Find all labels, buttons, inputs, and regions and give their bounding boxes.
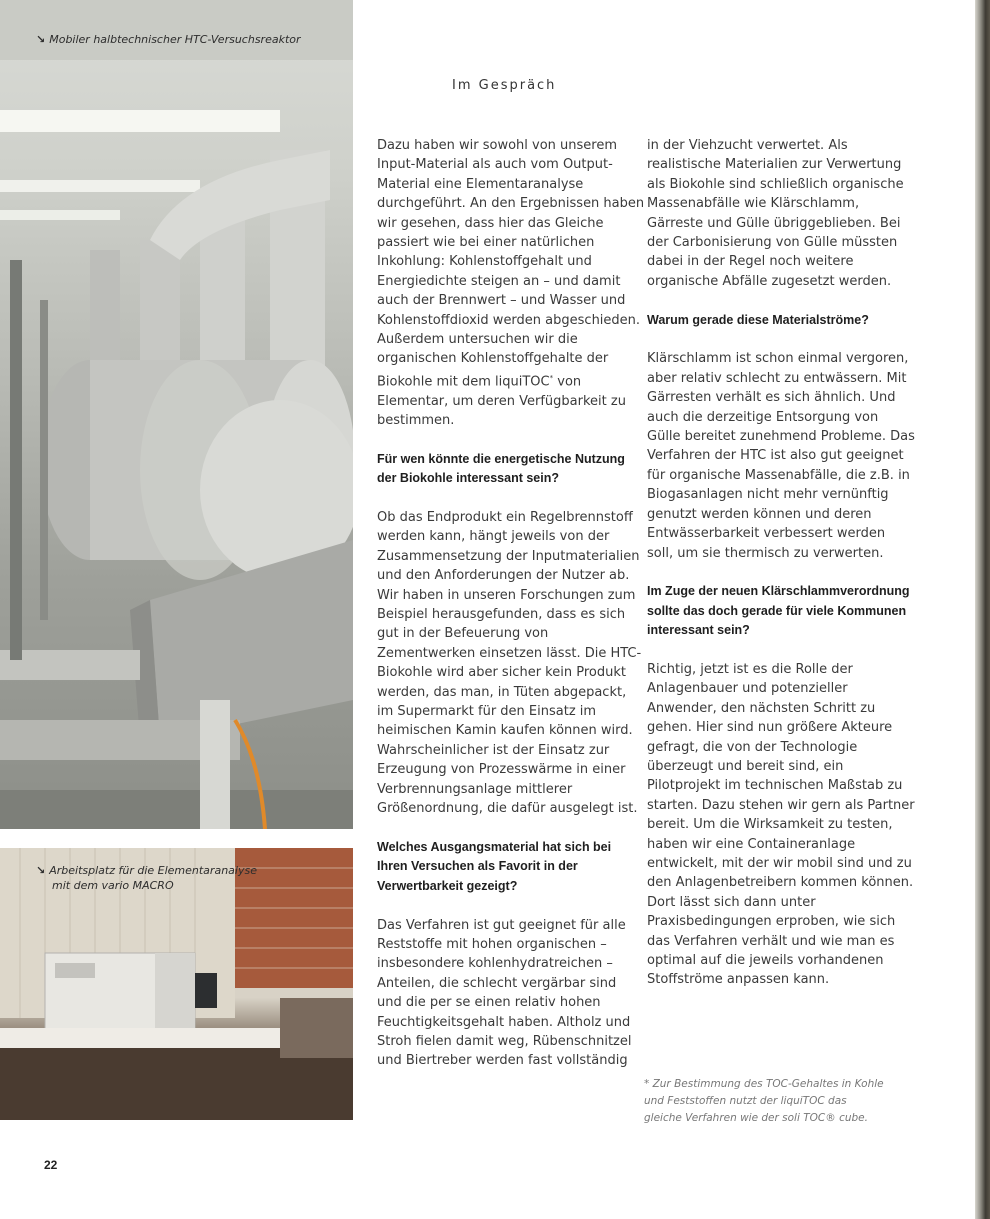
caption-arrow-icon: ↘ <box>36 33 46 46</box>
caption-arrow-icon: ↘ <box>36 864 46 877</box>
lab-photo-caption: ↘ Arbeitsplatz für die Elementaranalyse mit dem vario MACRO <box>36 864 257 892</box>
interview-question: Im Zuge der neuen Klärschlammverordnung sollte das doch gerade für viele Kommunen interessant sein? <box>647 584 910 638</box>
reactor-photo <box>0 0 353 829</box>
text-column-2 <box>647 136 915 1009</box>
page-edge-image <box>975 0 990 1219</box>
paragraph: Ob das Endprodukt ein Regelbrennstoff werden kann, hängt jeweils von der Zusammensetzung der Inputmaterialien und den Anforderungen der Nutzer ab. Wir haben in unseren Forschungen zum Beispiel herausgefunden, dass es sich gut in der Befeuerung von Zementwerken einsetzen lässt. Die HTC-Biokohle wird aber sicher kein Produkt werden, das man, in Tüten abgepackt, im Supermarkt für den Einsatz im heimischen Kamin kaufen können wird. Wahrscheinlicher ist der Einsatz zur Erzeugung von Prozesswärme in einer Verbrennungsanlage mittlerer Größenordnung, die dafür ausgelegt ist. <box>377 510 642 817</box>
interview-question: Welches Ausgangsmaterial hat sich bei Ihren Versuchen als Favorit in der Verwertbarkeit gezeigt? <box>377 839 612 893</box>
interview-question: Für wen könnte die energetische Nutzung der Biokohle interessant sein? <box>377 451 625 486</box>
page-number: 22 <box>44 1158 58 1172</box>
footnote: * Zur Bestimmung des TOC-Gehaltes in Kohle und Feststoffen nutzt der liquiTOC das gleiche Verfahren wie der soli TOC® cube. <box>644 1078 884 1124</box>
reactor-illustration <box>0 0 353 829</box>
reactor-photo-caption: ↘ Mobiler halbtechnischer HTC-Versuchsreaktor <box>36 33 301 46</box>
paragraph: Klärschlamm ist schon einmal vergoren, aber relativ schlecht zu entwässern. Mit Gärresten verhält es sich ähnlich. Und auch die derzeitige Entsorgung von Gülle bereitet zunehmend Probleme. Das Verfahren der HTC ist also gut geeignet für organische Massenabfälle, die z.B. in Biogasanlagen nicht mehr vernünftig genutzt werden können und deren Entwässerbarkeit verbessert werden soll, um sie thermisch zu verwerten. <box>647 351 915 561</box>
paragraph: in der Viehzucht verwertet. Als realistische Materialien zur Verwertung als Biokohle sind schließlich organische Massenabfälle wie Klärschlamm, Gärreste und Gülle übriggeblieben. Bei der Carbonisierung von Gülle müssten dabei in der Regel noch weitere organische Abfälle zugesetzt werden. <box>647 138 904 289</box>
text-column-1 <box>377 136 645 1090</box>
section-kicker: Im Gespräch <box>452 78 557 93</box>
paragraph: Dazu haben wir sowohl von unserem Input-Material als auch vom Output-Material eine Elementaranalyse durchgeführt. An den Ergebnissen haben wir gesehen, dass hier das Gleiche passiert wie bei einer natürlichen Inkohlung: Kohlenstoffgehalt und Energiedichte steigen an – und damit auch der Brennwert – und Wasser und Kohlenstoffdioxid werden abgeschieden. Außerdem untersuchen wir die organischen Kohlenstoffgehalte der Biokohle mit dem liquiTOC* von Elementar, um deren Verfügbarkeit zu bestimmen. <box>377 138 645 429</box>
paragraph: Das Verfahren ist gut geeignet für alle Reststoffe mit hohen organischen – insbesondere kohlenhydratreichen – Anteilen, die schlecht vergärbar sind und die per se einen relativ hohen Feuchtigkeitsgehalt haben. Altholz und Stroh fielen damit weg, Rübenschnitzel und Biertreber werden fast vollständig <box>377 917 632 1069</box>
interview-question: Warum gerade diese Materialströme? <box>647 312 869 327</box>
paragraph: Richtig, jetzt ist es die Rolle der Anlagenbauer und potenzieller Anwender, den nächsten Schritt zu gehen. Hier sind nun größere Akteure gefragt, die von der Technologie überzeugt und bereit sind, ein Pilotprojekt im technischen Maßstab zu starten. Dazu stehen wir gern als Partner bereit. Um die Wirksamkeit zu testen, haben wir eine Containeranlage entwickelt, mit der wir mobil sind und zu den Anlagenbetreibern kommen können. Dort lässt sich dann unter Praxisbedingungen erproben, wie sich das Verfahren verhält und wie man es optimal auf die jeweils vorhandenen Stoffströme anpassen kann. <box>647 661 915 988</box>
